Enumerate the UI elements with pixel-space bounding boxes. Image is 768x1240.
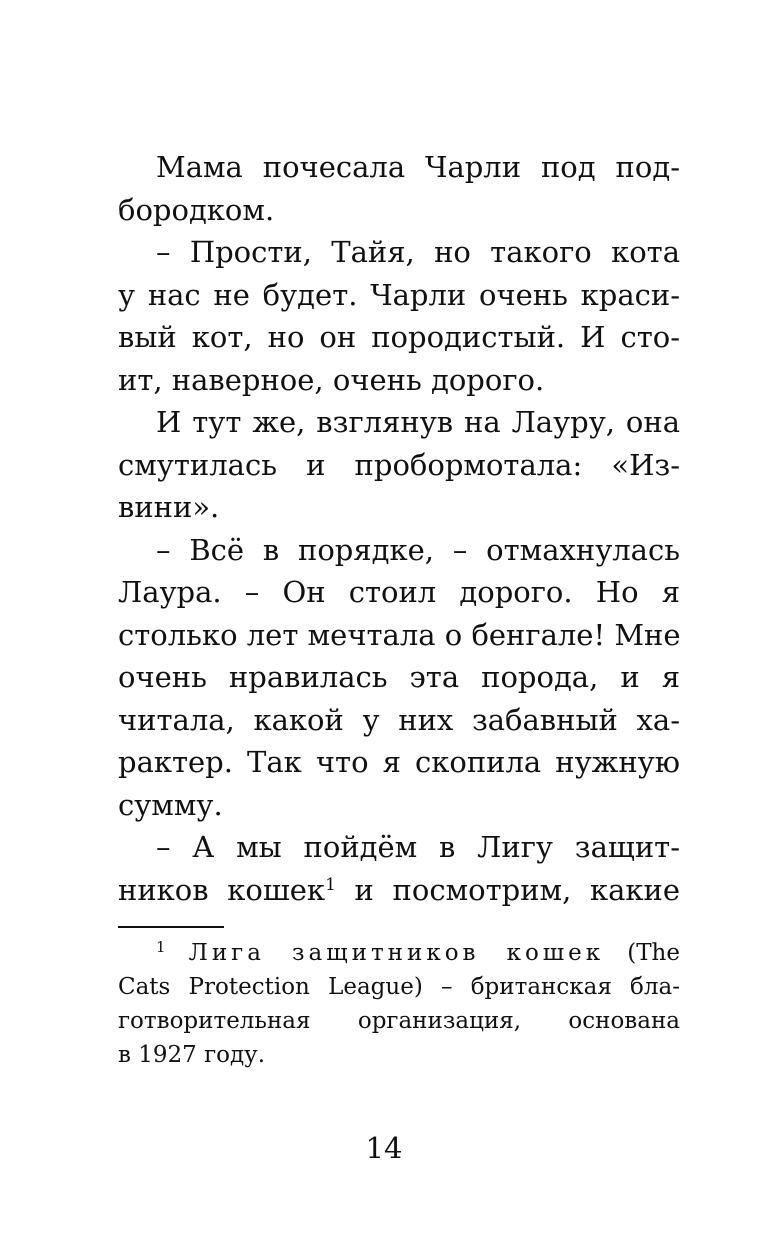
text-line: ит, наверное, очень дорого.: [118, 362, 545, 397]
text-line: столько лет мечтала о бенгале! Мне: [118, 617, 681, 652]
text-line: читала, какой у них забавный ха-: [118, 702, 680, 737]
text-line: бородком.: [118, 192, 275, 227]
footnote-term: Лига защитников кошек: [188, 940, 605, 966]
page-number: 14: [365, 1131, 403, 1165]
footnote-line: Cats Protection League) – британская бла-: [118, 974, 680, 1000]
text-segment: и посмотрим, какие: [335, 872, 680, 907]
text-line: [118, 869, 680, 912]
footnote-line: [118, 936, 680, 970]
text-line: очень нравилась эта порода, и я: [118, 660, 680, 694]
text-line: рактер. Так что я скопила нужную: [118, 745, 680, 779]
footnote-reference[interactable]: 1: [325, 874, 336, 895]
text-segment: (The: [604, 940, 680, 966]
text-line: – А мы пойдём в Лигу защит-: [156, 830, 680, 864]
footnote-number: 1: [156, 938, 166, 956]
text-segment: ников кошек: [118, 872, 326, 907]
footnote-line: готворительная организация, основана: [118, 1008, 680, 1034]
text-line: Мама почесала Чарли под под-: [156, 150, 680, 184]
text-line: смутилась и пробормотала: «Из-: [118, 447, 680, 482]
text-line: вини».: [118, 490, 220, 524]
text-line: – Всё в порядке, – отмахнулась: [156, 532, 680, 567]
text-line: вый кот, но он породистый. И сто-: [118, 320, 680, 354]
text-line: И тут же, взглянув на Лауру, она: [156, 405, 680, 439]
footnote-divider: [118, 926, 224, 928]
text-line: сумму.: [118, 787, 223, 822]
footnote: [118, 936, 680, 1072]
text-line: – Прости, Тайя, но такого кота: [156, 235, 680, 269]
text-line: Лаура. – Он стоил дорого. Но я: [118, 575, 680, 609]
body-text: [118, 146, 680, 911]
footnote-line: в 1927 году.: [118, 1042, 266, 1068]
text-line: у нас не будет. Чарли очень краси-: [118, 277, 680, 312]
